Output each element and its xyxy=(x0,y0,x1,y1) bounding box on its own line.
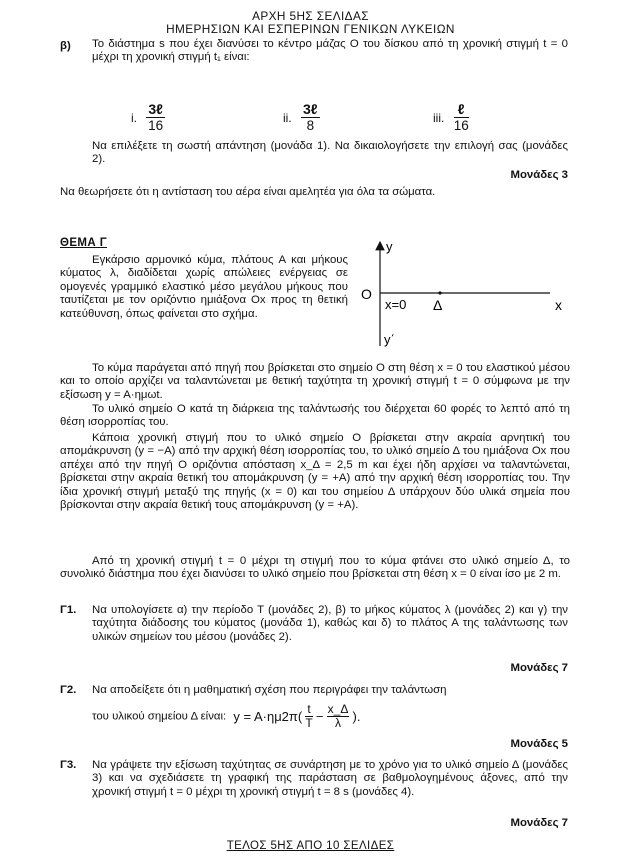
question-g1-label: Γ1. xyxy=(60,604,77,616)
formula-fraction-x-num: x_Δ xyxy=(327,702,349,716)
formula-fraction-t xyxy=(305,703,312,730)
question-b-label: β) xyxy=(60,40,71,52)
option-iii-numeral: iii. xyxy=(433,111,445,125)
formula-fraction-x xyxy=(327,703,350,730)
section-para-4: Κάποια χρονική στιγμή που το υλικό σημείο Ο βρίσκεται στην ακραία αρνητική του απομάκρυνση (y = −A) από την αρχική θέση ισορροπίας του, το υλικό σημείο Δ του ημιάξονα Οx που απέχει από την πηγή Ο οριζόντια απόσταση x_Δ = 2,5 m και έχει ήδη αρχίσει να ταλαντώνεται, βρίσκεται στην ακραία θετική του απομάκρυνση (y = +A) από την αρχική θέση ισορροπίας του. Την ίδια χρονική στιγμή μεταξύ της πηγής (x = 0) και του σημείου Δ υπάρχουν δύο υλικά σημεία που βρίσκονται στην ακραία θετική τους απομάκρυνση (y = +A). xyxy=(60,432,570,512)
origin-label: O xyxy=(361,286,372,302)
section-para-2: Το κύμα παράγεται από πηγή που βρίσκεται στο σημείο Ο στη θέση x = 0 του ελαστικού μέσου και το οποίο αρχίζει να ταλαντώνεται με θετική ταχύτητα τη χρονική στιγμή t = 0 σύμφωνα με την εξίσωση y = A·ημωt. xyxy=(60,362,570,401)
question-g3-marks: Μονάδες 7 xyxy=(510,817,568,829)
question-g2-text2: του υλικού σημείου Δ είναι: xyxy=(92,710,227,723)
wave-axes-figure xyxy=(355,236,580,352)
point-delta xyxy=(438,291,441,294)
question-g3-label: Γ3. xyxy=(60,759,77,771)
option-i xyxy=(131,102,165,134)
x0-label: x=0 xyxy=(385,297,407,312)
question-g3-text: Να γράψετε την εξίσωση ταχύτητας σε συνάρτηση με το χρόνο για το υλικό σημείο Δ (μονάδες 3) και να σχεδιάσετε τη γραφική της παράσταση σε βαθμολογημένους άξονες, από την χρονική στιγμή t = 0 μέχρι τη χρονική στιγμή t = 8 s (μονάδες 4). xyxy=(92,759,568,798)
delta-label: Δ xyxy=(433,297,443,313)
question-b-marks: Μονάδες 3 xyxy=(510,169,568,181)
page-footer: ΤΕΛΟΣ 5ΗΣ ΑΠΟ 10 ΣΕΛΙΔΕΣ xyxy=(226,840,395,852)
page-header-start: ΑΡΧΗ 5ΗΣ ΣΕΛΙΔΑΣ xyxy=(252,9,369,23)
question-g1-text: Να υπολογίσετε α) την περίοδο Τ (μονάδες 2), β) το μήκος κύματος λ (μονάδες 2) και γ) την ταχύτητα διάδοσης του κύματος (μονάδα 1), καθώς και δ) το πλάτος Α της ταλάντωσης των υλικών σημείων του μέσου (μονάδες 2). xyxy=(92,604,568,643)
option-i-denominator: 16 xyxy=(148,118,164,133)
option-iii xyxy=(433,102,469,134)
section-title: ΘΕΜΑ Γ xyxy=(60,237,108,249)
question-g1-marks: Μονάδες 7 xyxy=(510,662,568,674)
option-ii-numerator: 3ℓ xyxy=(303,101,318,117)
option-iii-fraction xyxy=(454,102,469,134)
formula-right: ). xyxy=(352,709,361,724)
x-axis-label: x xyxy=(555,297,562,313)
formula-fraction-x-den: λ xyxy=(335,716,342,730)
option-iii-numerator: ℓ xyxy=(454,102,469,118)
air-resistance-note: Να θεωρήσετε ότι η αντίσταση του αέρα είναι αμελητέα για όλα τα σώματα. xyxy=(60,186,436,198)
question-g2-text: Να αποδείξετε ότι η μαθηματική σχέση που περιγράφει την ταλάντωση xyxy=(92,684,447,696)
y-negative-label: y΄ xyxy=(384,332,395,347)
option-iii-denominator: 16 xyxy=(453,118,469,133)
formula-fraction-t-num: t xyxy=(307,702,311,716)
section-para-3: Το υλικό σημείο Ο κατά τη διάρκεια της ταλάντωσής του διέρχεται 60 φορές το λεπτό από τη θέση ισορροπίας του. xyxy=(60,403,570,429)
y-axis-label: y xyxy=(386,239,393,254)
section-para-5: Από τη χρονική στιγμή t = 0 μέχρι τη στιγμή που το κύμα φτάνει στο υλικό σημείο Δ, το συνολικό διάστημα που έχει διανύσει το υλικό σημείο που βρίσκεται στη θέση x = 0 είναι ίσο με 2 m. xyxy=(60,555,570,581)
option-i-numeral: i. xyxy=(131,111,137,125)
formula-minus: − xyxy=(315,709,324,724)
question-b-instruction: Να επιλέξετε τη σωστή απάντηση (μονάδα 1). Να δικαιολογήσετε την επιλογή σας (μονάδες 2). xyxy=(92,140,568,166)
option-ii-numeral: ii. xyxy=(283,111,292,125)
section-intro: Εγκάρσιο αρμονικό κύμα, πλάτους Α και μήκους κύματος λ, διαδίδεται χωρίς απώλειες ενέργειας σε ομογενές γραμμικό ελαστικό μέσο μεγάλου μήκους που ταυτίζεται με τον οριζόντιο ημιάξονα Οx προς τη θετική κατεύθυνση, όπως φαίνεται στο σχήμα. xyxy=(60,254,348,320)
question-g2-label: Γ2. xyxy=(60,684,77,696)
option-ii-denominator: 8 xyxy=(306,118,315,133)
page-header-school: ΗΜΕΡΗΣΙΩΝ ΚΑΙ ΕΣΠΕΡΙΝΩΝ ΓΕΝΙΚΩΝ ΛΥΚΕΙΩΝ xyxy=(166,22,455,36)
option-i-numerator: 3ℓ xyxy=(148,101,163,117)
formula-left: y = A·ημ2π( xyxy=(233,709,303,724)
option-ii-fraction xyxy=(301,102,320,134)
question-b-text: Το διάστημα s που έχει διανύσει το κέντρο μάζας Ο του δίσκου από τη χρονική στιγμή t = 0 μέχρι τη χρονική στιγμή t₁ είναι: xyxy=(92,38,568,64)
formula-fraction-t-den: T xyxy=(305,716,313,730)
option-i-fraction xyxy=(146,102,165,134)
option-ii xyxy=(283,102,320,134)
question-g2-formula-line xyxy=(92,703,568,730)
question-g2-marks: Μονάδες 5 xyxy=(510,738,568,750)
